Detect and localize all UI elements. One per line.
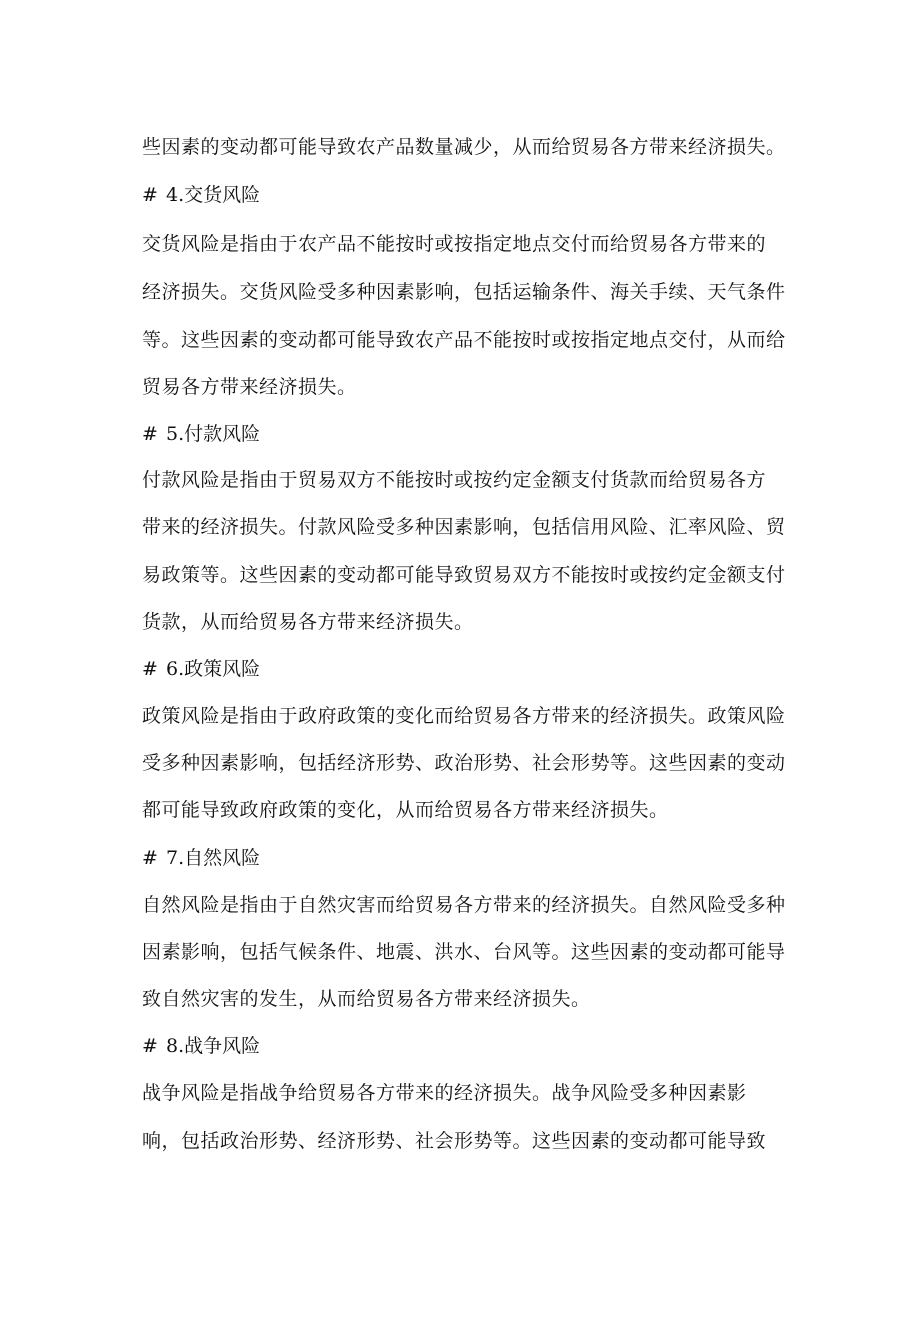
section-heading (142, 181, 260, 209)
paragraph-line: 致自然灾害的发生，从而给贸易各方带来经济损失。 (142, 988, 591, 1010)
heading-marker: # (142, 423, 158, 445)
paragraph-line: 易政策等。这些因素的变动都可能导致贸易双方不能按时或按约定金额支付 (142, 564, 786, 586)
paragraph-line: 交货风险是指由于农产品不能按时或按指定地点交付而给贸易各方带来的 (142, 233, 767, 255)
heading-text: 6.政策风险 (166, 658, 261, 680)
heading-marker: # (142, 1035, 158, 1057)
heading-marker: # (142, 184, 158, 206)
section-heading (142, 420, 260, 448)
paragraph-line: 因素影响，包括气候条件、地震、洪水、台风等。这些因素的变动都可能导 (142, 941, 786, 963)
section-heading (142, 1032, 260, 1060)
paragraph-line: 战争风险是指战争给贸易各方带来的经济损失。战争风险受多种因素影 (142, 1082, 747, 1104)
paragraph-line: 政策风险是指由于政府政策的变化而给贸易各方带来的经济损失。政策风险 (142, 705, 786, 727)
paragraph-line: 带来的经济损失。付款风险受多种因素影响，包括信用风险、汇率风险、贸 (142, 516, 786, 538)
paragraph-line: 受多种因素影响，包括经济形势、政治形势、社会形势等。这些因素的变动 (142, 752, 786, 774)
section-heading (142, 844, 260, 872)
heading-text: 8.战争风险 (166, 1035, 261, 1057)
paragraph-line: 自然风险是指由于自然灾害而给贸易各方带来的经济损失。自然风险受多种 (142, 894, 786, 916)
paragraph-line: 贸易各方带来经济损失。 (142, 376, 357, 398)
paragraph-line: 货款，从而给贸易各方带来经济损失。 (142, 611, 474, 633)
paragraph-line: 都可能导致政府政策的变化，从而给贸易各方带来经济损失。 (142, 799, 669, 821)
paragraph-line: 等。这些因素的变动都可能导致农产品不能按时或按指定地点交付，从而给 (142, 329, 786, 351)
heading-marker: # (142, 847, 158, 869)
paragraph-line: 些因素的变动都可能导致农产品数量减少，从而给贸易各方带来经济损失。 (142, 136, 786, 158)
heading-text: 7.自然风险 (166, 847, 261, 869)
heading-text: 4.交货风险 (166, 184, 261, 206)
paragraph-line: 经济损失。交货风险受多种因素影响，包括运输条件、海关手续、天气条件 (142, 281, 786, 303)
section-heading (142, 655, 260, 683)
paragraph-line: 付款风险是指由于贸易双方不能按时或按约定金额支付货款而给贸易各方 (142, 469, 767, 491)
heading-text: 5.付款风险 (166, 423, 261, 445)
heading-marker: # (142, 658, 158, 680)
paragraph-line: 响，包括政治形势、经济形势、社会形势等。这些因素的变动都可能导致 (142, 1130, 767, 1152)
